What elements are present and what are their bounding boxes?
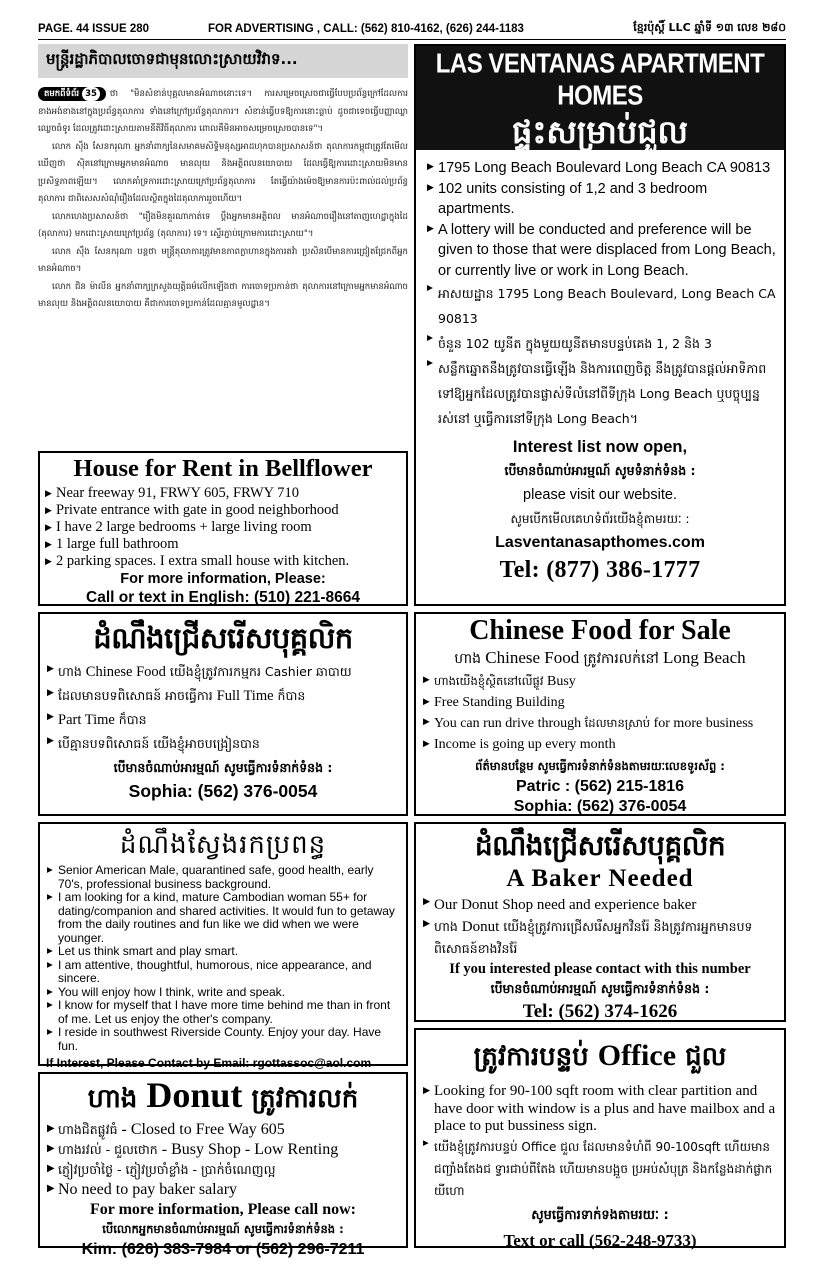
contact-email: If Interest, Please Contact by Email: rgottassoc@aol.com [46,1056,372,1070]
baker-job-ad [414,822,786,1022]
list-item: ▶ ហាង Chinese Food យើងខ្ញុំត្រូវការកម្មករ Cashier ឆាបាយ [46,660,400,684]
contact-text-kh: បើមានចំណាប់អារម្មណ៍ សូមធ្វើការទំនាក់ទំនង : [113,760,333,775]
list-item: ▶ Our Donut Shop need and experience baker [422,894,778,916]
list-item: ▶ Looking for 90-100 sqft room with clear partition and have door with window is a plus and have mailbox and a place to put bussiness sign. [422,1083,778,1136]
list-item: ▶ Part Time ក៏បាន [46,708,400,732]
sale-details [422,671,778,755]
list-item: ▶ No need to pay baker salary [46,1180,400,1200]
las-ventanas-header [416,46,784,150]
list-item: ▶ Private entrance with gate in good neighborhood [44,502,402,519]
donut-sale-ad [38,1072,408,1258]
page-header [38,18,786,40]
list-item: ▶ ហាង Donut យើងខ្ញុំត្រូវការជ្រើសរើសអ្នកវិនរ៉ែ និងត្រូវការអ្នកមានបទពិសោធន៍ខាងវិនរ៉ែ [422,916,778,960]
article-paragraph: លោក ជិន ម៉ាលីន អ្នកនាំពាក្យក្រសួងយុត្តិធម៌លើកឡើងថា ការចោទប្រកាន់ថា តុលាការនៅក្រោមអ្នកមានអំណាច មានលុយ និងអត្ថិពលនយោបាយ គឺជាការចោទប្រកាន់ដែលគ្មានមូលដ្ឋាន។ [38,281,408,309]
dating-ad [38,822,408,1070]
sale-details [46,1120,400,1200]
list-item: ▶ I know for myself that I have more time behind me than in front of me. Let us enjoy the other's company. [46,999,400,1026]
contact-text-kh: បើមានចំណាប់អារម្មណ៍ សូមធ្វើការទំនាក់ទំនង : [490,981,710,996]
ad-title: House for Rent in Bellflower [73,455,373,482]
job-details [422,894,778,960]
house-features [44,485,402,570]
list-item: ▶ អាសយដ្ឋាន 1795 Long Beach Boulevard, Long Beach CA 90813 [426,281,778,331]
list-item: ▶ យើងខ្ញុំត្រូវការបន្ទប់ Office ជួល ដែលមានទំហំពី 90-100sqft ហើយមានជញ្ជាំងតែងជ ទ្វារជាប់ពីតែង ហើយមានបង្អួច ប្រអប់សំបុត្រ និងកន្លែងដាក់ផ្លាកយីហោ [422,1136,778,1202]
office-rent-ad [414,1028,786,1248]
job-details [46,660,400,756]
dating-details [46,864,400,1053]
list-item: ▶ You will enjoy how I think, write and speak. [46,986,400,1000]
list-item: ▶ A lottery will be conducted and preference will be given to those that were displaced from Long Beach, or currently live or work in Long Beach. [426,220,778,282]
list-item: ▶ ចំនួន 102 យូនីត ក្នុងមួយយូនីតមានបន្ទប់គេង 1, 2 និង 3 [426,331,778,356]
list-item: ▶ Income is going up every month [422,735,778,756]
list-item: ▶ បើគ្មានបទពិសោធន៍ យើងខ្ញុំអាចបង្រៀនបាន [46,732,400,756]
ad-title: Chinese Food for Sale [469,615,731,646]
contact-text-kh: បើលោកអ្នកមានចំណាប់អារម្មណ៍ សូមធ្វើការទំនាក់ទំនង : [102,1222,344,1236]
list-item: ▶ ភ្ញៀវប្រចាំថ្ងៃ - ភ្ញៀវប្រចាំខ្លាំង - ប្រាក់ចំណេញល្អ [46,1160,400,1180]
ad-title: ដំណឹងជ្រើសរើសបុគ្គលិក [93,621,353,655]
list-item: ▶ You can run drive through ដែលមានស្រាប់ for more business [422,713,778,735]
phone-number: Kim: (626) 383-7984 or (562) 296-7211 [81,1241,365,1258]
article-body [38,86,408,444]
page-issue: PAGE. 44 ISSUE 280 [38,22,150,35]
info-text: For more information, Please: [120,571,326,587]
las-ventanas-footer [416,435,784,585]
article-paragraph: លោកហេងប្រសាសន៍ថា "រឿងមិនគួរណាកាត់ទេ ប្ដឹងអ្នកមានអត្ថិពល មានអំណាចរឿងនៅតាញហេដ្ឋាក្នុងដៃ (តុលាការ) មកដោះស្រាយក្រៅប្រព័ន្ធ (តុលាការ) ទេ។ ស្ទើរភ្ជាប់ក្រោមការដោះស្រាយ"។ [38,211,408,239]
cashier-job-ad [38,612,408,816]
list-item: ▶ Senior American Male, quarantined safe, good health, early 70's, professional business background. [46,864,400,891]
visit-text: please visit our website. [523,487,677,503]
office-details [422,1083,778,1202]
list-item: ▶ ហាងយើងខ្ញុំស្ថិតនៅលើផ្លូវ Busy [422,671,778,693]
list-item: ▶ ហាងរវល់ - ជួលថោក - Busy Shop - Low Renting [46,1140,400,1160]
phone-number: Sophia: (562) 376-0054 [128,781,318,801]
chinese-food-sale-ad [414,612,786,816]
list-item: ▶ Free Standing Building [422,693,778,714]
article-paragraph: តមកពីទំព័រ 35 ថា "មិនសំខាន់បុគ្គលមានអំណាចនោះទេ។ ការសម្រេចស្រេចជាធ្វើបែបប្រព័ន្ធក្រៅដែលការខាងអង់ខាងនៅក្នុងប្រព័ន្ធតុលាការ ទាំងនៅក្រៅប្រព័ន្ធតុលាការ។ សំខាន់ធ្វើបទឱ្យការនោះធ្លាប់ ដូចជាទេចធ្វើបញ្ញាឈ្លាឈ្លេចធំទូរ ដែលត្រូវដោះស្រាយតាមនីតិវិធីតុលាការ ពោលគឺមិនអាចសម្រេចស្រេចបានទេ"។ [38,89,408,134]
list-item: ▶ Near freeway 91, FRWY 605, FRWY 710 [44,485,402,502]
list-item: ▶ 2 parking spaces. I extra small house with kitchen. [44,553,402,570]
phone-number: Text or call (562-248-9733) [503,1230,697,1250]
advertising-contact: FOR ADVERTISING , CALL: (562) 810-4162, (626) 244-1183 [208,22,524,35]
ad-subtitle: ហាង Chinese Food ត្រូវការលក់នៅ Long Beach [454,648,746,667]
article-title: មន្ត្រីរដ្ឋាភិបាលចោទជាមុនលោះស្រាយវិវាទ... [38,44,408,78]
publication-info: ខ្មែរប៉ុស្តិ៍ LLC ឆ្នាំទី ១៣ លេខ ២៨០ [633,20,786,34]
list-item: ▶ 102 units consisting of 1,2 and 3 bedroom apartments. [426,179,778,220]
continued-badge: តមកពីទំព័រ 35 [38,87,106,101]
list-item: ▶ I am looking for a kind, mature Cambodian woman 55+ for dating/companion and shared activities. It would fun to getaway from the daily routines and fun like we did when we were younger. [46,891,400,945]
contact-text-kh: ព័ត៌មានបន្ថែម សូមធ្វើការទំនាក់ទំនងតាមរយៈលេខទូរស័ព្ទ : [475,759,725,773]
list-item: ▶ ដែលមានបទពិសោធន៍ អាចធ្វើការ Full Time ក៏បាន [46,684,400,708]
list-item: ▶ ហាងជិតផ្លូវធំ - Closed to Free Way 605 [46,1120,400,1140]
phone-number: Tel: (562) 374-1626 [522,1001,678,1022]
ad-title: ហាង Donut ត្រូវការលក់ [87,1075,359,1115]
ad-title: ដំណឹងស្វែងរកប្រពន្ធ [119,830,327,860]
article-paragraph: លោក ស៊ឹង សែនករុណា បន្តថា មន្ត្រីតុលាការត្រូវមានភាពក្លាហានក្នុងការតវ៉ា ប្រសិនបើមានការជ្រៀតជ្រែកពីអ្នកមានអំណាច។ [38,246,408,274]
list-item: ▶ 1795 Long Beach Boulevard Long Beach CA 90813 [426,158,778,179]
las-ventanas-ad [414,44,786,606]
list-item: ▶ សន្លឹកឆ្នោតនឹងត្រូវបានធ្វើឡើង និងការពេញចិត្ត នឹងត្រូវបានផ្តល់អាទិភាពទៅឱ្យអ្នកដែលត្រូវបានផ្លាស់ទីលំនៅពីទីក្រុង Long Beach ឬបច្ចុប្បន្នរស់នៅ ឬធ្វើការនៅទីក្រុង Long Beach។ [426,356,778,431]
list-item: ▶ I have 2 large bedrooms + large living room [44,519,402,536]
list-item: ▶ I reside in southwest Riverside County. Enjoy your day. Have fun. [46,1026,400,1053]
las-ventanas-title-kh: ផ្ទះសម្រាប់ជួល [512,113,688,151]
phone-number: Call or text in English: (510) 221-8664 [86,589,360,606]
info-text: For more information, Please call now: [89,1201,357,1218]
las-ventanas-title: LAS VENTANAS APARTMENT HOMES [435,48,765,112]
list-item: ▶ Let us think smart and play smart. [46,945,400,959]
interest-text: Interest list now open, [512,438,688,456]
interest-text: If you interested please contact with this number [449,961,751,977]
ad-title: ត្រូវការបន្ទប់ Office ជួល [473,1039,727,1072]
list-item: ▶ 1 large full bathroom [44,536,402,553]
article-paragraph: លោក ស៊ឹង សែនករុណា អ្នកនាំពាក្យនៃសមាគមសិទ្ធិមនុស្សអាដហុកបានប្រសាសន៍ថា តុលាការកម្ពុជាត្រូវតែមើលឃើញថា ស៊ិតនៅក្រោមអ្នកមានអំណាច មានលុយ និងអត្ថិពលនយោបាយ ដែលធ្វើឱ្យការដោះស្រាយមិនមានប្រសិទ្ធភាពឡើយ។ លោកគាំទ្រការដោះស្រាយក្រៅប្រព័ន្ធតុលាការ តែធ្វើយ៉ាងម៉េចឱ្យមានការប៉ះពាល់ដល់ប្រព័ន្ធតុលាការ ជាពិសេសសំណុំរឿងដែលស្ថិតក្នុងដៃតុលាការរួចហើយ។ [38,141,408,204]
phone-number: Sophia: (562) 376-0054 [513,798,687,815]
ad-title: ដំណឹងជ្រើសរើសបុគ្គលិក [474,829,726,862]
visit-text-kh: សូមបើកមើលគេហទំព័រយើងខ្ញុំតាមរយៈ : [510,512,690,526]
phone-number: Tel: (877) 386-1777 [499,557,701,583]
house-for-rent-ad [38,451,408,606]
las-ventanas-list [416,150,784,431]
interest-text-kh: បើមានចំណាប់អារម្មណ៍ សូមទំនាក់ទំនង : [504,463,696,478]
website-link[interactable]: Lasventanasapthomes.com [495,534,705,551]
phone-number: Patric : (562) 215-1816 [515,778,685,795]
ad-subtitle: A Baker Needed [506,865,694,892]
list-item: ▶ I am attentive, thoughtful, humorous, nice appearance, and sincere. [46,959,400,986]
contact-text-kh: សូមធ្វើការទាក់ទងតាមរយៈ : [531,1207,669,1223]
